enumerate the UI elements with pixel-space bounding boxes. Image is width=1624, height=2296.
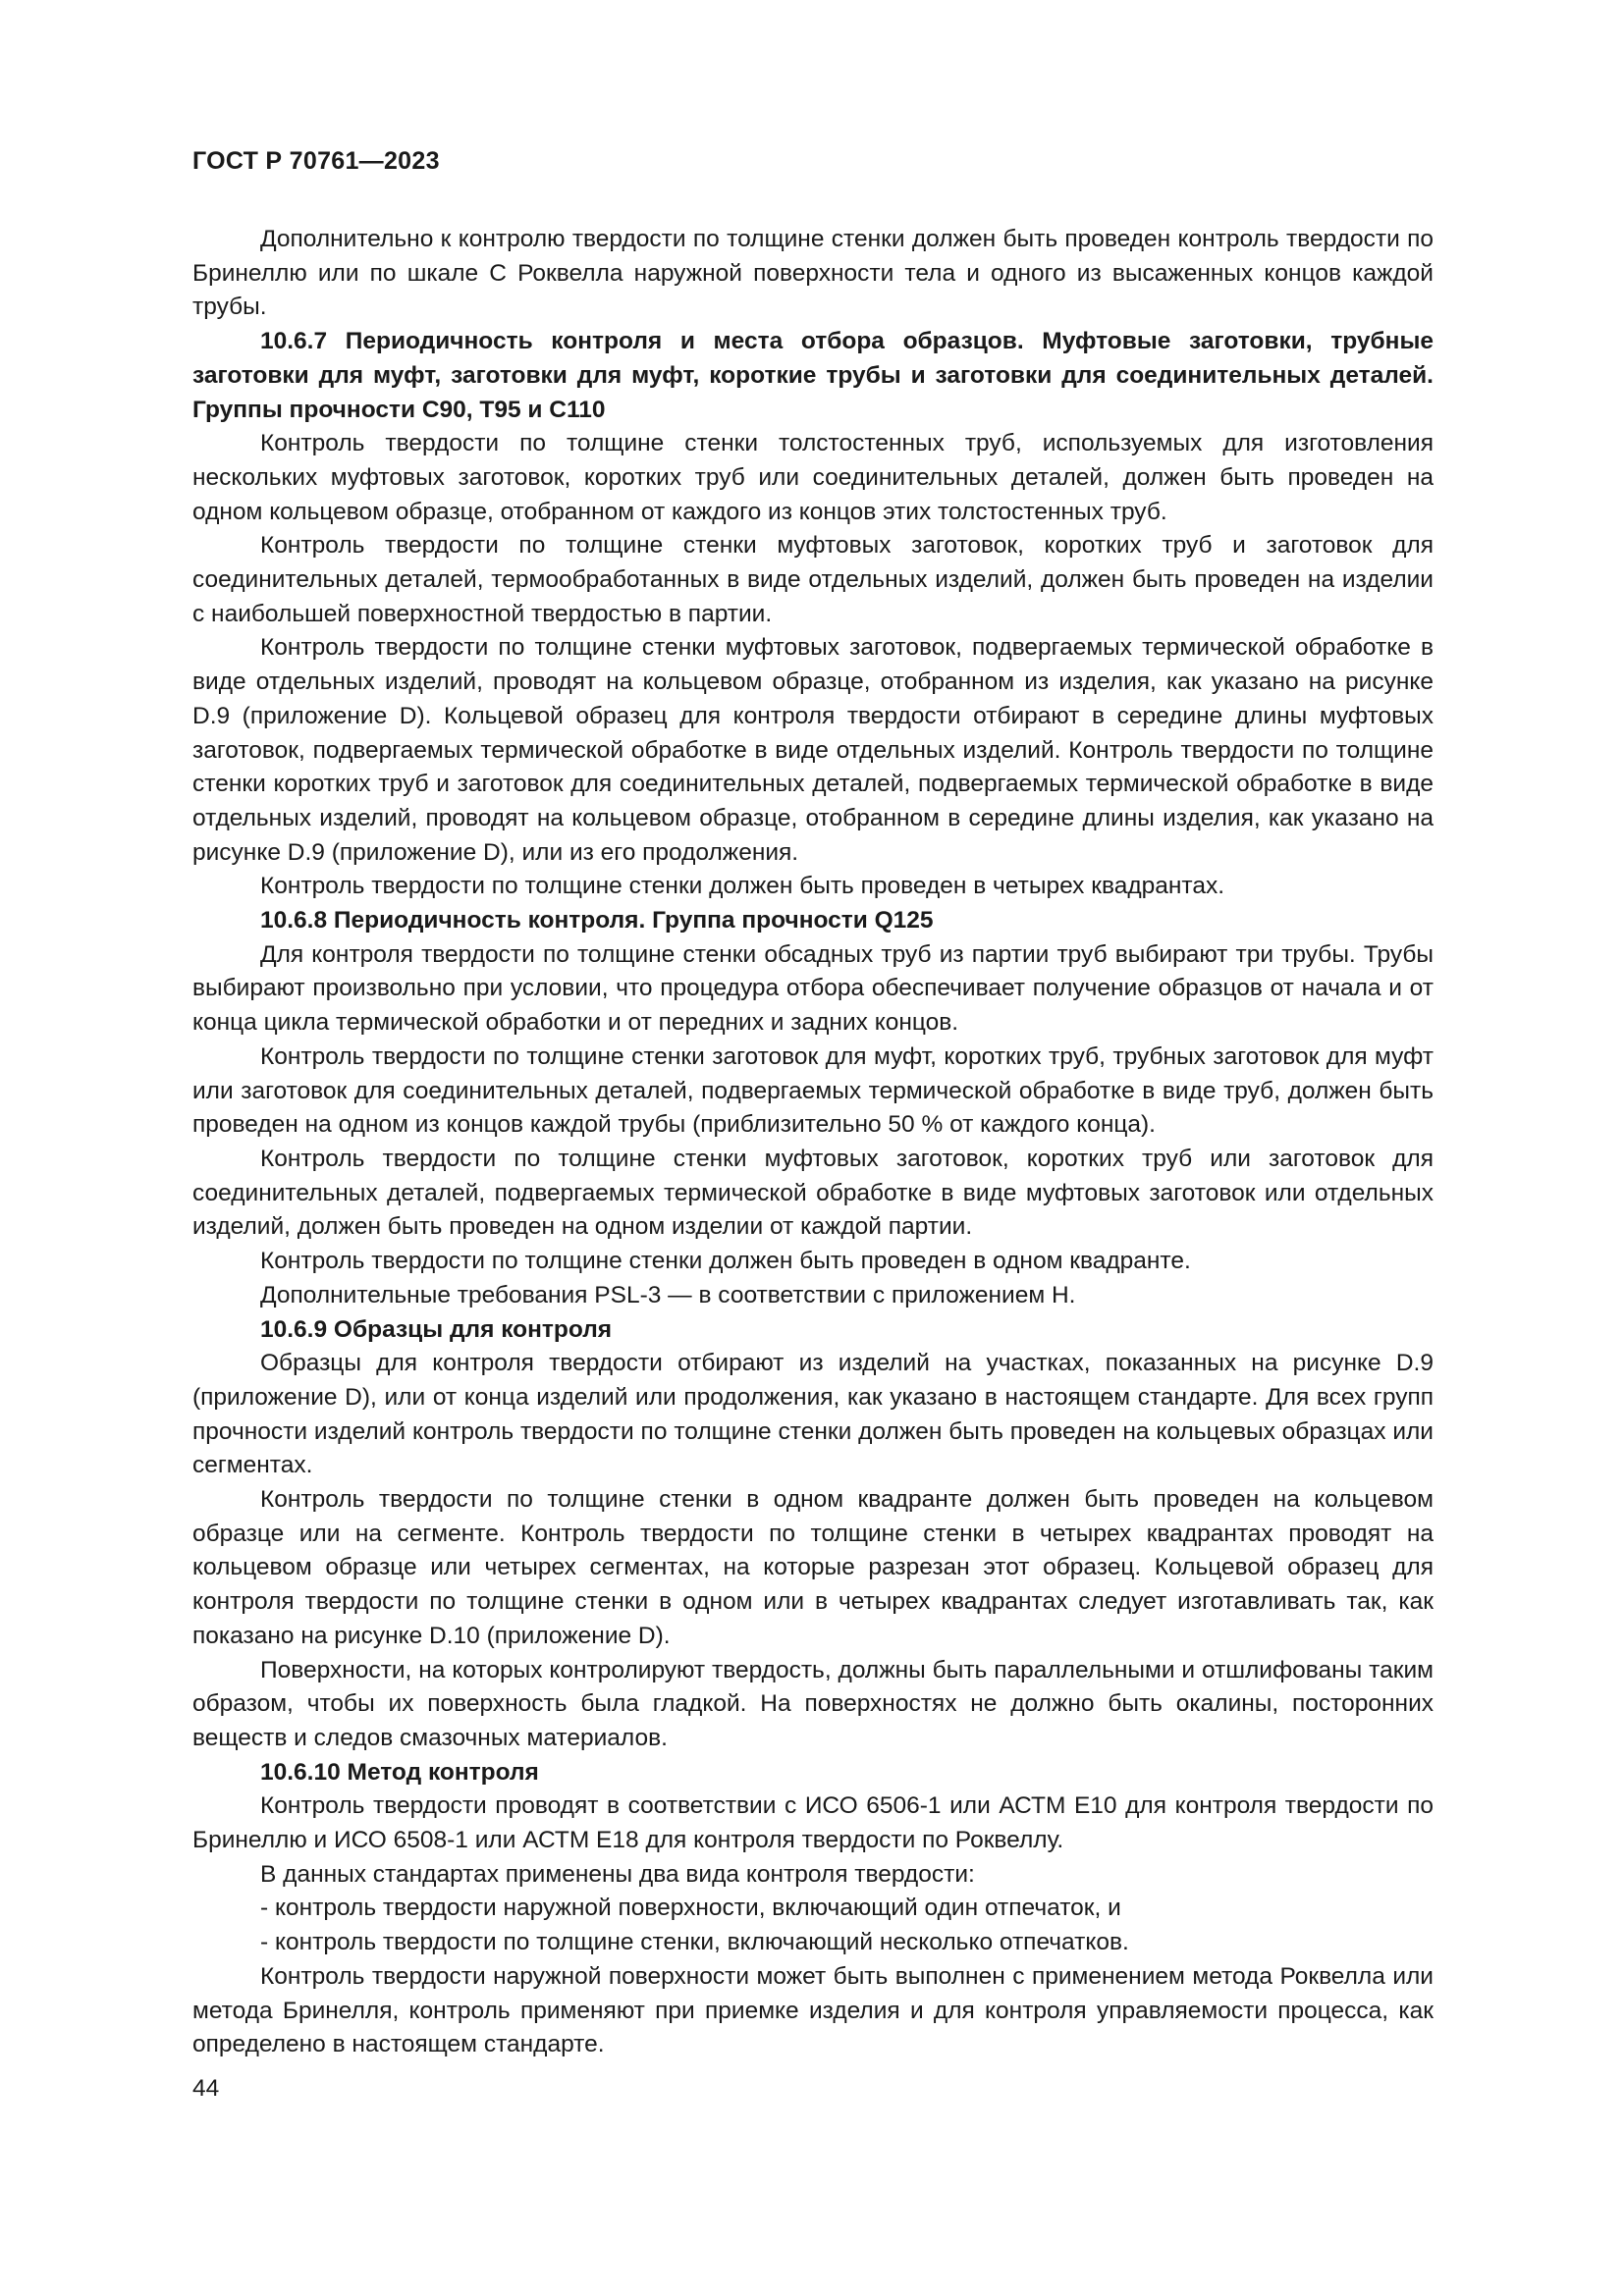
paragraph: Для контроля твердости по толщине стенки обсадных труб из партии труб выбирают три трубы. Трубы выбирают произвольно при условии, что процедура отбора обеспечивает получение образцов от начала и от конца цикла термической обработки и от передних и задних концов. <box>192 940 1434 1037</box>
paragraph: Контроль твердости по толщине стенки должен быть проведен в четырех квадрантах. <box>260 873 1225 900</box>
paragraph: Контроль твердости по толщине стенки заготовок для муфт, коротких труб, трубных заготовок для муфт или заготовок для соединительных деталей, подвергаемых термической обработке в виде труб, должен быть проведен на одном из концов каждой трубы (приблизительно 50 % от каждого конца). <box>192 1042 1434 1139</box>
section-heading-10-6-7: 10.6.7 Периодичность контроля и места отбора образцов. Муфтовые заготовки, трубные заготовки для муфт, заготовки для муфт, короткие трубы и заготовки для соединительных деталей. Группы прочности C90, T95 и C110 <box>192 328 1434 423</box>
list-item: - контроль твердости по толщине стенки, включающий несколько отпечатков. <box>260 1929 1129 1956</box>
paragraph: Контроль твердости проводят в соответствии с ИСО 6506-1 или АСТМ Е10 для контроля твердости по Бринеллю и ИСО 6508-1 или АСТМ Е18 для контроля твердости по Роквеллу. <box>192 1792 1434 1854</box>
paragraph: Контроль твердости по толщине стенки муфтовых заготовок, коротких труб и заготовок для соединительных деталей, термообработанных в виде отдельных изделий, должен быть проведен на изделии с наибольшей поверхностной твердостью в партии. <box>192 532 1434 627</box>
paragraph: Контроль твердости по толщине стенки должен быть проведен в одном квадранте. <box>260 1248 1191 1275</box>
paragraph: Контроль твердости по толщине стенки толстостенных труб, используемых для изготовления нескольких муфтовых заготовок, коротких труб или соединительных деталей, должен быть проведен на одном кольцевом образце, отобранном от каждого из концов этих толстостенных труб. <box>192 430 1434 525</box>
paragraph: Контроль твердости наружной поверхности может быть выполнен с применением метода Роквелла или метода Бринелля, контроль применяют при приемке изделия и для контроля управляемости процесса, как определено в настоящем стандарте. <box>192 1962 1434 2058</box>
paragraph: Поверхности, на которых контролируют твердость, должны быть параллельными и отшлифованы таким образом, чтобы их поверхность была гладкой. На поверхностях не должно быть окалины, посторонних веществ и следов смазочных материалов. <box>192 1656 1434 1751</box>
page-number: 44 <box>192 2075 220 2102</box>
paragraph: Контроль твердости по толщине стенки в одном квадранте должен быть проведен на кольцевом образце или на сегменте. Контроль твердости по толщине стенки в четырех квадрантах проводят на кольцевом образце или четырех сегментах, на которые разрезан этот образец. Кольцевой образец для контроля твердости по толщине стенки в одном или в четырех квадрантах следует изготавливать так, как показано на рисунке D.10 (приложение D). <box>192 1486 1434 1649</box>
page-body <box>192 223 1434 2062</box>
paragraph: Контроль твердости по толщине стенки муфтовых заготовок, коротких труб или заготовок для соединительных деталей, подвергаемых термической обработке в виде муфтовых заготовок или отдельных изделий, должен быть проведен на одном изделии от каждой партии. <box>192 1145 1434 1241</box>
section-heading-10-6-10: 10.6.10 Метод контроля <box>260 1758 539 1786</box>
document-code: ГОСТ Р 70761—2023 <box>192 147 440 175</box>
paragraph: Дополнительные требования PSL-3 — в соответствии с приложением H. <box>260 1281 1076 1308</box>
paragraph: Дополнительно к контролю твердости по толщине стенки должен быть проведен контроль твердости по Бринеллю или по шкале С Роквелла наружной поверхности тела и одного из высаженных концов каждой трубы. <box>192 226 1434 321</box>
paragraph: Контроль твердости по толщине стенки муфтовых заготовок, подвергаемых термической обработке в виде отдельных изделий, проводят на кольцевом образце, отобранном из изделия, как указано на рисунке D.9 (приложение D). Кольцевой образец для контроля твердости отбирают в середине длины муфтовых заготовок, подвергаемых термической обработке в виде отдельных изделий. Контроль твердости по толщине стенки коротких труб и заготовок для соединительных деталей, подвергаемых термической обработке в виде отдельных изделий, проводят на кольцевом образце, отобранном в середине длины изделия, как указано на рисунке D.9 (приложение D), или из его продолжения. <box>192 634 1434 866</box>
paragraph: Образцы для контроля твердости отбирают из изделий на участках, показанных на рисунке D.9 (приложение D), или от конца изделий или продолжения, как указано в настоящем стандарте. Для всех групп прочности изделий контроль твердости по толщине стенки должен быть проведен на кольцевых образцах или сегментах. <box>192 1350 1434 1479</box>
paragraph: В данных стандартах применены два вида контроля твердости: <box>260 1860 975 1888</box>
section-heading-10-6-8: 10.6.8 Периодичность контроля. Группа прочности Q125 <box>260 907 934 934</box>
list-item: - контроль твердости наружной поверхности, включающий один отпечаток, и <box>260 1895 1121 1922</box>
section-heading-10-6-9: 10.6.9 Образцы для контроля <box>260 1315 613 1343</box>
